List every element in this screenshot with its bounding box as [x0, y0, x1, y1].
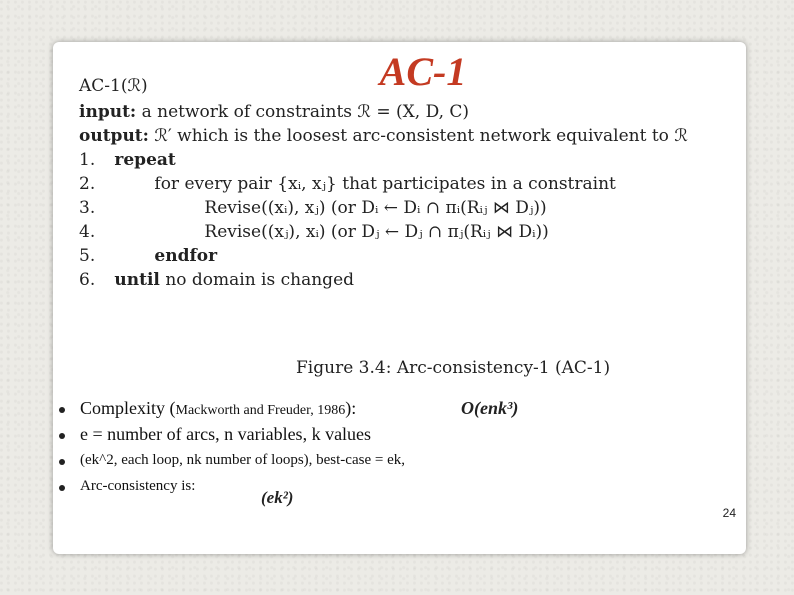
step-number: 4.: [79, 222, 96, 242]
arc-consistency-formula: (ek²): [261, 488, 294, 507]
step-3: [79, 198, 547, 218]
step-6: [79, 270, 354, 290]
step-4: [79, 222, 549, 242]
step-number: 6.: [79, 270, 96, 290]
bullet-dot: [59, 459, 65, 465]
step-keyword: endfor: [154, 246, 218, 266]
bullet-text: (ek^2, each loop, nk number of loops), best-case = ek,: [80, 452, 405, 468]
step-1: [79, 150, 176, 170]
step-number: 1.: [79, 150, 96, 170]
step-text: no domain is changed: [165, 270, 355, 290]
step-number: 2.: [79, 174, 96, 194]
bullet-dot: [59, 407, 65, 413]
bullet-text: Complexity (Mackworth and Freuder, 1986):: [80, 398, 357, 418]
input-text: a network of constraints ℛ = (X, D, C): [141, 102, 470, 122]
step-text: for every pair {xᵢ, xⱼ} that participates in a constraint: [154, 174, 616, 194]
algorithm-name: AC-1(ℛ): [79, 76, 148, 96]
step-2: [79, 174, 616, 194]
algorithm-output: [79, 126, 688, 146]
bullet-dot: [59, 485, 65, 491]
step-5: [79, 246, 217, 266]
complexity-formula: O(enk³): [461, 398, 519, 418]
output-label: output:: [79, 126, 149, 146]
algorithm-input: [79, 102, 469, 122]
step-number: 5.: [79, 246, 96, 266]
step-text: Revise((xᵢ), xⱼ) (or Dᵢ ← Dᵢ ∩ πᵢ(Rᵢⱼ ⋈ Dⱼ)): [204, 198, 547, 218]
slide: [53, 42, 746, 554]
step-keyword: repeat: [114, 150, 176, 170]
bullet-text: e = number of arcs, n variables, k values: [80, 424, 372, 444]
output-text: ℛ′ which is the loosest arc-consistent network equivalent to ℛ: [154, 126, 688, 146]
bullet-text: Arc-consistency is:: [80, 478, 196, 494]
step-number: 3.: [79, 198, 96, 218]
page-number: 24: [722, 506, 736, 520]
slide-title: AC-1: [379, 49, 467, 94]
bullet-dot: [59, 433, 65, 439]
step-text: Revise((xⱼ), xᵢ) (or Dⱼ ← Dⱼ ∩ πⱼ(Rᵢⱼ ⋈ Dᵢ)): [204, 222, 549, 242]
figure-caption: Figure 3.4: Arc-consistency-1 (AC-1): [296, 358, 611, 378]
step-keyword: until: [114, 270, 160, 290]
input-label: input:: [79, 102, 137, 122]
